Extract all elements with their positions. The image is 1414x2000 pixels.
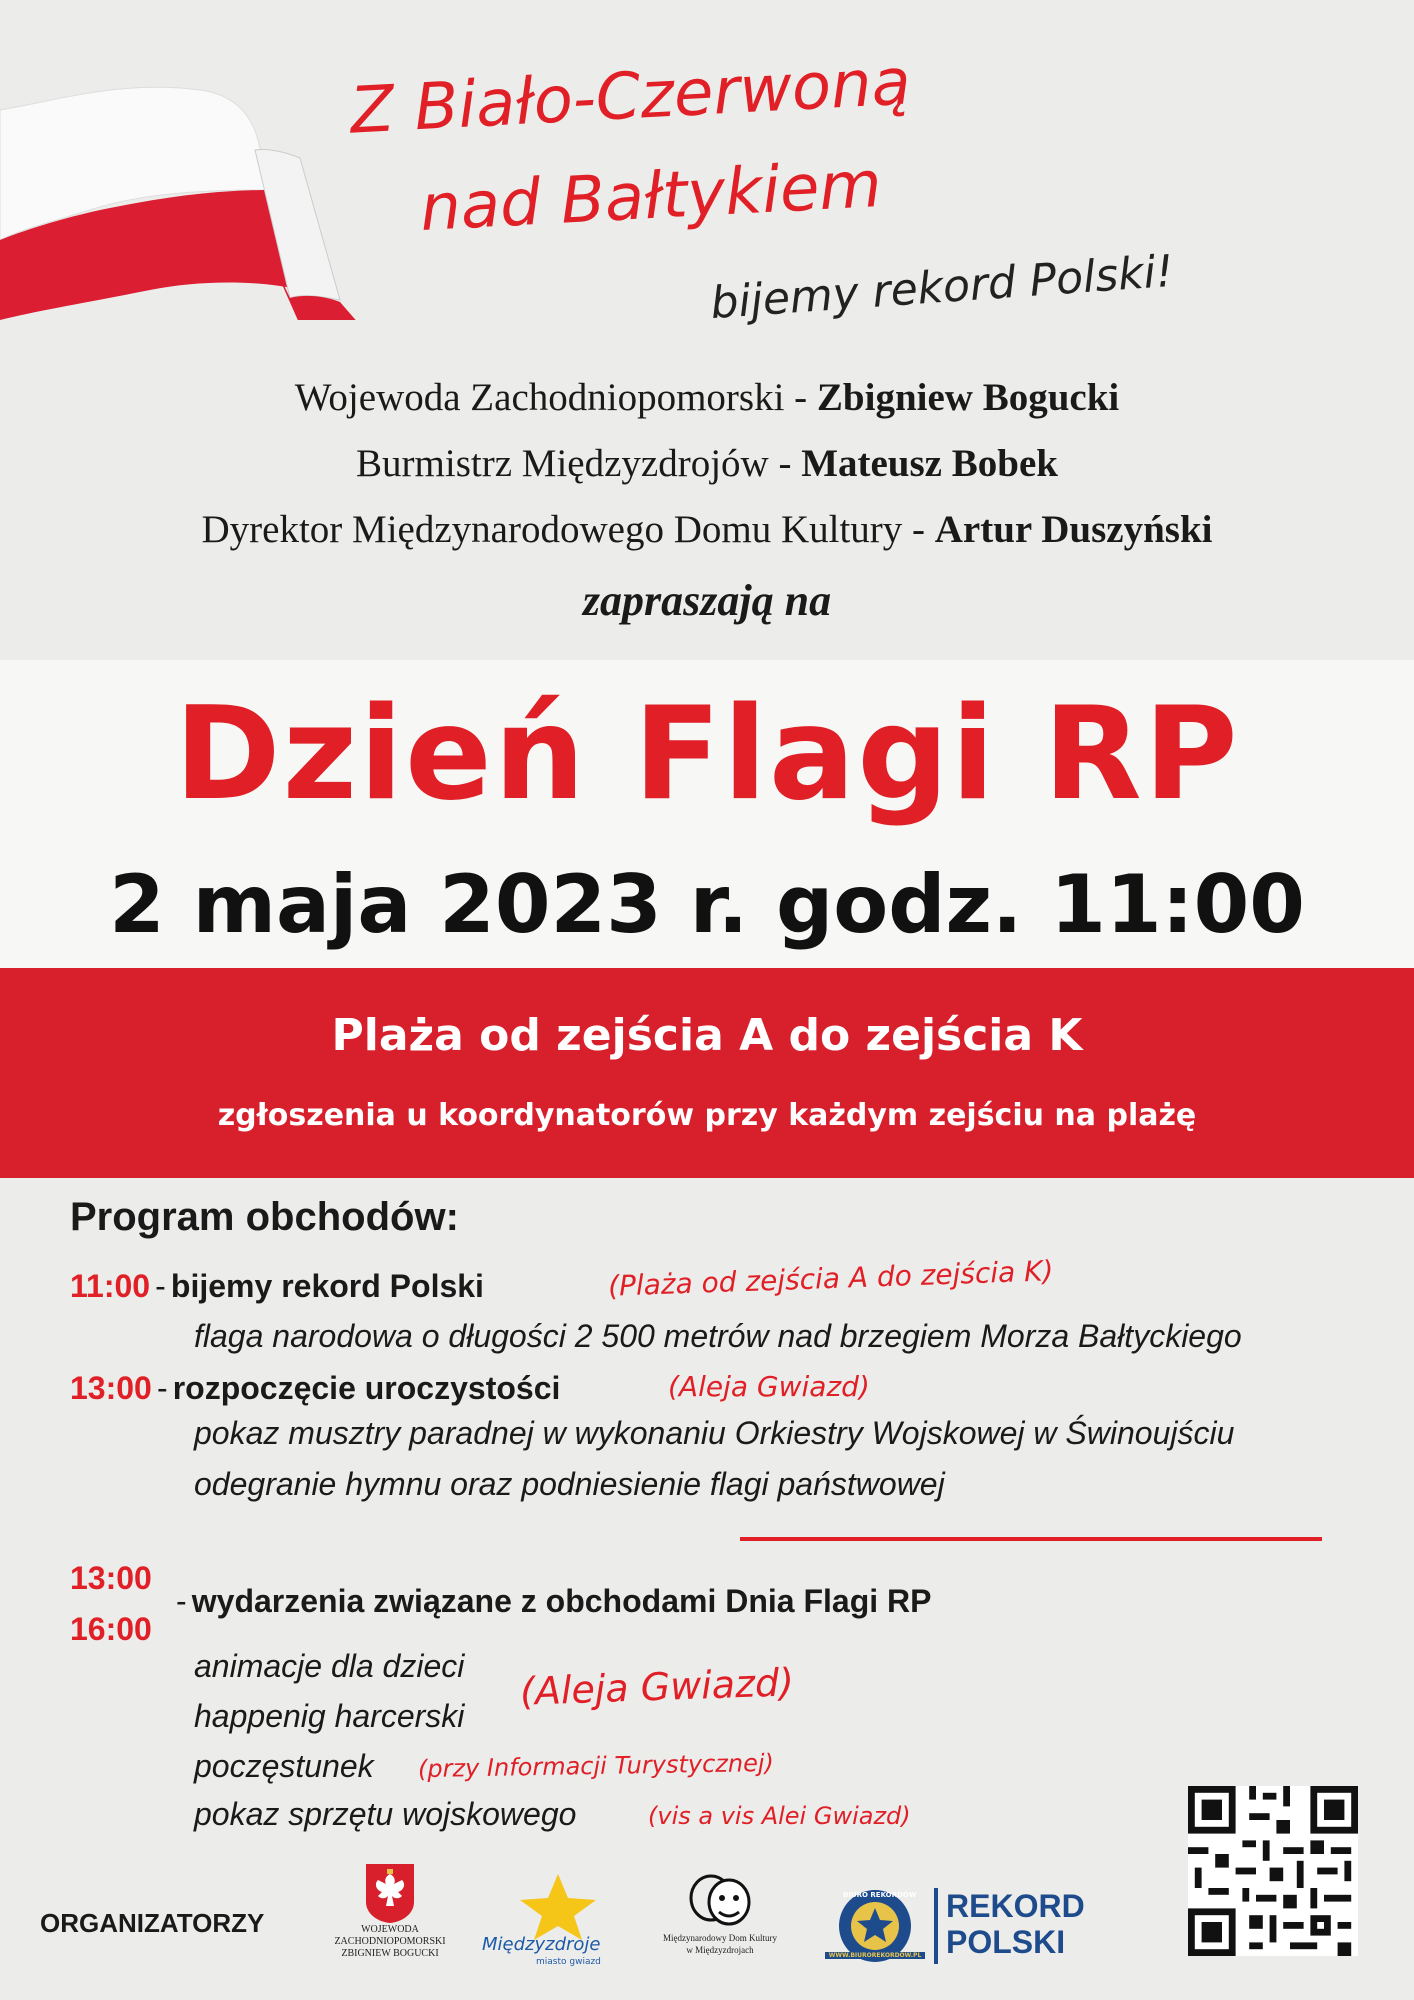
program-item-1 — [70, 1268, 484, 1305]
program-dash: - — [155, 1268, 166, 1304]
host-role: Dyrektor Międzynarodowego Domu Kultury - — [201, 508, 935, 551]
logo-divider — [934, 1888, 938, 1964]
polish-flag-illustration — [0, 40, 380, 320]
voivode-logo — [325, 1862, 455, 1960]
program-desc: odegranie hymnu oraz podniesienie flagi państwowej — [194, 1466, 945, 1502]
theatre-masks-icon — [685, 1872, 755, 1932]
logo-caption: Międzynarodowy Dom Kultury — [663, 1933, 777, 1943]
logo-text: REKORD — [946, 1888, 1085, 1924]
host-name: Artur Duszyński — [934, 508, 1213, 551]
host-row — [0, 365, 1414, 431]
headline-line1: Z Biało-Czerwoną — [348, 45, 913, 149]
program-location: (Plaża od zejścia A do zejścia K) — [607, 1254, 1054, 1303]
badge-url: WWW.BIUROREKORDOW.PL — [825, 1952, 925, 1959]
headline-line2: nad Bałtykiem — [418, 147, 884, 247]
program-sub: pokaz sprzętu wojskowego — [194, 1796, 577, 1832]
records-bureau-badge — [825, 1888, 925, 1968]
event-place: Plaża od zejścia A do zejścia K — [331, 1010, 1083, 1061]
program-sub: poczęstunek — [194, 1748, 374, 1784]
program-sub: animacje dla dzieci — [194, 1648, 465, 1684]
logo-subtext: miasto gwiazd — [536, 1957, 601, 1967]
organizers-label: ORGANIZATORZY — [40, 1908, 265, 1938]
program-heading: Program obchodów: — [70, 1195, 459, 1239]
program-time: 11:00 — [70, 1268, 151, 1304]
program-location: (przy Informacji Turystycznej) — [417, 1748, 775, 1784]
logo-caption: ZACHODNIOPOMORSKI — [334, 1936, 446, 1947]
star-icon — [518, 1872, 598, 1942]
program-location: (Aleja Gwiazd) — [668, 1370, 870, 1403]
program-location: (vis a vis Alei Gwiazd) — [648, 1802, 911, 1830]
event-title: Dzień Flagi RP — [174, 680, 1240, 829]
program-dash: - — [176, 1583, 187, 1619]
program-time-to: 16:00 — [70, 1611, 152, 1647]
program-desc: flaga narodowa o długości 2 500 metrów nad brzegiem Morza Bałtyckiego — [194, 1318, 1242, 1354]
eagle-emblem-icon — [364, 1862, 416, 1924]
program-desc: pokaz musztry paradnej w wykonaniu Orkiestry Wojskowej w Świnoujściu — [194, 1415, 1235, 1451]
host-name: Zbigniew Bogucki — [816, 376, 1120, 419]
program-item-2 — [70, 1370, 560, 1407]
logo-text: Międzyzdroje — [482, 1934, 601, 1955]
program-location: (Aleja Gwiazd) — [519, 1660, 795, 1714]
hosts-list — [0, 365, 1414, 563]
program-time-from: 13:00 — [70, 1560, 152, 1596]
logo-text: POLSKI — [946, 1924, 1066, 1960]
miedzyzdroje-logo — [478, 1872, 628, 1972]
event-signup: zgłoszenia u koordynatorów przy każdym zejściu na plażę — [217, 1098, 1197, 1133]
host-name: Mateusz Bobek — [801, 442, 1058, 485]
badge-ring-text: BIURO REKORDÓW — [843, 1891, 917, 1899]
section-divider — [740, 1537, 1322, 1541]
slogan: bijemy rekord Polski! — [708, 245, 1176, 330]
logo-caption: ZBIGNIEW BOGUCKI — [341, 1948, 439, 1959]
qr-code-icon[interactable] — [1188, 1786, 1358, 1956]
program-sub: happenig harcerski — [194, 1698, 465, 1734]
host-row — [0, 431, 1414, 497]
host-role: Burmistrz Międzyzdrojów - — [356, 442, 802, 485]
invite-text: zapraszają na — [582, 576, 832, 625]
program-time: 13:00 — [70, 1370, 152, 1406]
event-datetime: 2 maja 2023 r. godz. 11:00 — [109, 858, 1305, 951]
logo-caption: WOJEWODA — [361, 1924, 419, 1935]
logo-caption: w Międzyzdrojach — [686, 1945, 754, 1955]
program-title: rozpoczęcie uroczystości — [172, 1370, 561, 1406]
culture-house-logo — [660, 1872, 780, 1956]
program-title: wydarzenia związane z obchodami Dnia Flagi RP — [191, 1583, 932, 1619]
program-dash: - — [156, 1370, 168, 1406]
program-title: bijemy rekord Polski — [170, 1268, 484, 1304]
event-band-red — [0, 968, 1414, 1178]
program-item-3 — [176, 1583, 931, 1620]
rekord-polski-logo — [946, 1888, 1085, 1960]
host-role: Wojewoda Zachodniopomorski - — [294, 376, 817, 419]
host-row — [0, 497, 1414, 563]
